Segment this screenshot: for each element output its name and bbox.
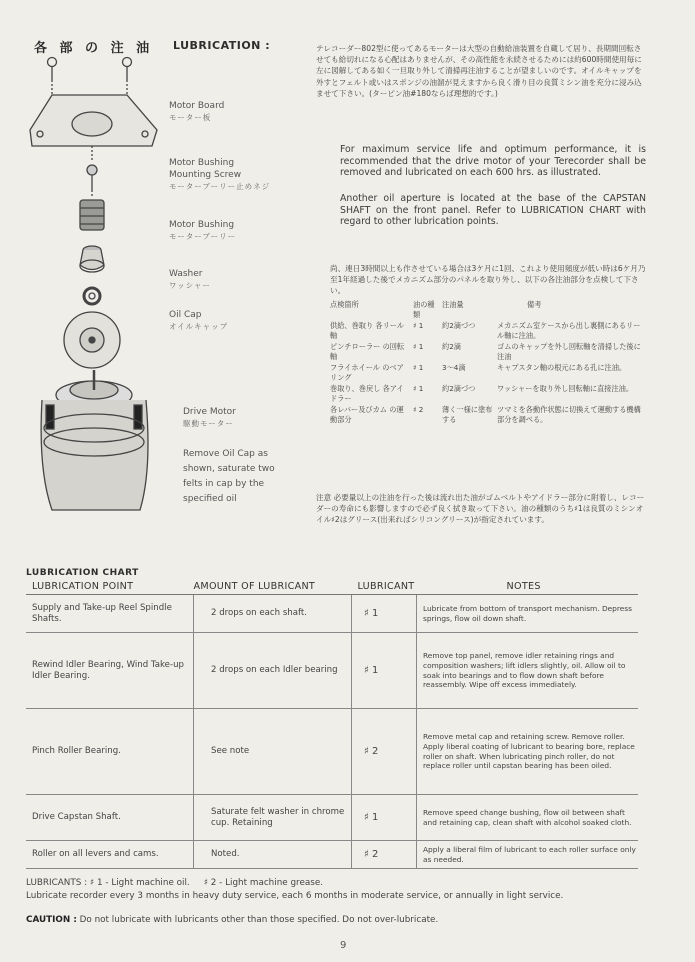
motor-bushing-icon [80,200,104,230]
jp-lubrication-table [330,300,648,426]
jp-table-row: フライホイール のベアリング ♯ 1 3～4滴 キャプスタン軸の根元にある孔に注油。 [330,363,627,382]
en-oil-aperture-paragraph: Another oil aperture is located at the base of the CAPSTAN SHAFT on the front panel. Refer to LUBRICATION CHART with regard to other lubrication points. [340,193,646,228]
part-label-mounting-screw: Motor Bushing Mounting Screw モーターブーリー止めネジ [169,158,271,191]
col-header: AMOUNT OF LUBRICANT [194,580,352,595]
part-label-motor-bushing: Motor Bushing モーターブーリー [169,220,237,241]
chart-row: Roller on all levers and cams. Noted. ♯ 2 Apply a liberal film of lubricant to each roller surface only as needed. [26,841,638,869]
bushing-screw-icon [87,165,97,190]
chart-header-row [26,580,638,595]
chart-row: Drive Capstan Shaft. Saturate felt washer in chrome cup. Retaining ♯ 1 Remove speed change bushing, flow oil between shaft and retaining cap, clean shaft with alcohol soaked cloth. [26,795,638,841]
caution-text: Do not lubricate with lubricants other than those specified. Do not over-lubricate. [79,915,439,925]
jp-caution-paragraph: 注意 必要量以上の注油を行った後は流れ出た油がゴムベルトやアイドラー部分に附着し、レコーダーの寿命にも影響しますので必ず良く拭き取って下さい。油の種類のうち♯1は良質のミシンオイル♯2はグリース(出来ればシリコングリース)が指定されています。 [316,493,645,525]
jp-intro-paragraph: テレコーダー802型に使ってあるモーターは大型の自動給油装置を自蔵して居り、長期間回転させても給切れになる心配はありませんが、その高性能を永続させるためには約600時間使用毎に左に図解してある如く一旦取り外して清掃再注油することが望ましいのです。オイルキャップを外すとフェルト或いはスポンジの油溜が見えますから良く滑り目の良質ミシン油を充分に浸み込ませて下さい。(ターピン油#180ならば理想的です。) [316,44,642,98]
part-label-motor-board: Motor Board モーター板 [169,101,225,122]
screw-icon [123,58,132,81]
caution-label: CAUTION : [26,915,77,925]
washer-icon [84,288,100,304]
part-label-drive-motor: Drive Motor 駆動モーター [183,407,236,428]
part-label-oil-cap: Oil Cap オイルキャップ [169,310,229,331]
jp-section-title: 各 部 の 注 油 [34,41,154,56]
screw-icon [48,58,57,81]
lubricants-legend: LUBRICANTS : ♯ 1 - Light machine oil. ♯ 2 - Light machine grease. [26,878,324,888]
en-intro-paragraph: For maximum service life and optimum performance, it is recommended that the drive motor of your Terecorder shall be removed and lubricated on each 600 hrs. as illustrated. [340,144,646,179]
col-header: LUBRICATION POINT [26,580,194,595]
chart-row: Pinch Roller Bearing. See note ♯ 2 Remove metal cap and retaining screw. Remove roller. Apply liberal coating of lubricant to bearing bore, replace roller on shaft. When lubricating pinch roller, do not replace roller until capstan bearing has been oiled. [26,709,638,795]
jp-inspection-paragraph: 尚、連日3時間以上も作させている場合は3ケ月に1回、これより使用頻度が低い時は6ケ月乃至1年経過した後でメカニズム部分のパネルを取り外し、以下の各注油部分を点検して下さい。 [330,264,646,296]
jp-table-header: 点検箇所 油の種類 注油量 備考 [330,300,542,319]
oil-cap-instruction: Remove Oil Cap as shown, saturate two felts in cap by the specified oil [183,449,275,504]
en-section-title: LUBRICATION : [173,39,271,52]
chart-row: Supply and Take-up Reel Spindle Shafts. 2 drops on each shaft. ♯ 1 Lubricate from bottom of transport mechanism. Depress springs, flow oil down shaft. [26,595,638,633]
col-header: LUBRICANT [352,580,417,595]
lubrication-chart-title: LUBRICATION CHART [26,568,139,578]
jp-table-row: ピンチローラー の回転軸 ♯ 1 約2滴 ゴムのキャップを外し回転軸を清掃した後に注油 [330,342,641,361]
chart-row: Rewind Idler Bearing, Wind Take-up Idler Bearing. 2 drops on each Idler bearing ♯ 1 Remove top panel, remove idler retaining rings and composition washers; lift idlers slightly, oil. Allow oil to soak into bearings and to flow down shaft before reassembly. Wipe off excess immediately. [26,633,638,709]
motor-exploded-illustration [22,50,172,520]
lubrication-chart-table [26,580,638,869]
drive-motor-icon [41,370,148,510]
part-label-washer: Washer ワッシャー [169,269,211,290]
motor-bushing-icon-2 [80,246,104,272]
caution-note [26,915,646,927]
col-header: NOTES [417,580,639,595]
page-number: 9 [340,940,347,951]
oil-cap-icon [64,312,120,368]
jp-table-row: 各レバー及びカム の運動部分 ♯ 2 薄く一様に塗布する ツマミを各動作状態に切換えて運動する機構部分を調べる。 [330,405,641,424]
lubrication-interval-note: Lubricate recorder every 3 months in heavy duty service, each 6 months in moderate service, or annually in light service. [26,891,564,901]
jp-table-row: 供給、巻取り 各リール軸 ♯ 1 約2滴づつ メカニズム室ケースから出し裏側にあるリール軸に注油。 [330,321,641,340]
jp-table-row: 巻取り、巻戻し 各アイドラー ♯ 1 約2滴づつ ワッシャーを取り外し回転軸に直接注油。 [330,384,634,403]
